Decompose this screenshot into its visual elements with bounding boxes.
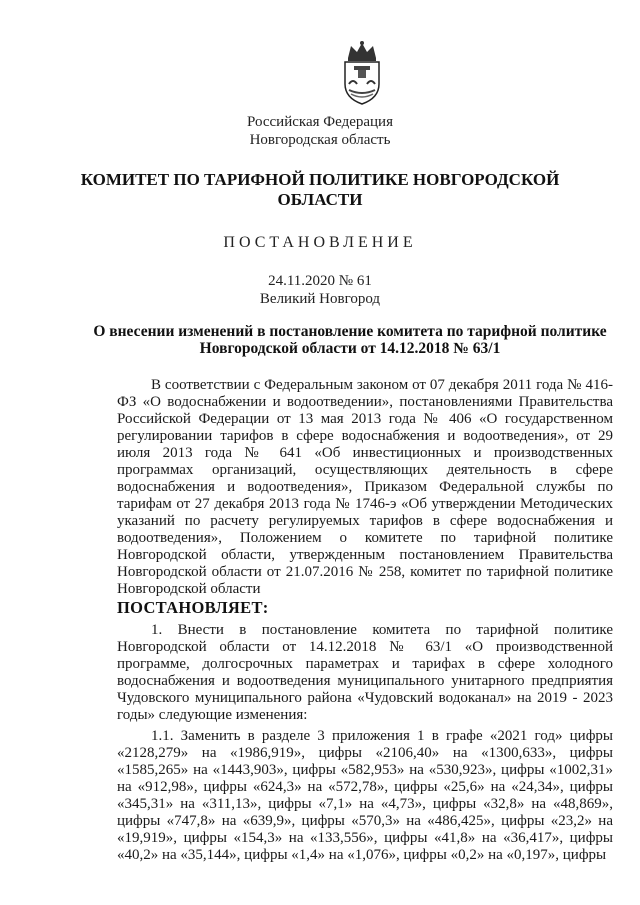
resolves-label: ПОСТАНОВЛЯЕТ: (117, 598, 269, 617)
novgorod-coat-of-arms-icon (339, 40, 385, 106)
clause-1-paragraph: 1. Внести в постановление комитета по тарифной политике Новгородской области от 14.12.2018 № 63/1 «О производственной программе, долгосрочных параметрах и тарифах в сфере холодного водоснабжения и водоотведения муниципального унитарного предприятия Чудовского муниципального района «Чудовский водоканал» на 2019 - 2023 годы» следующие изменения: (117, 622, 613, 723)
header-org (0, 113, 640, 149)
document-heading: О внесении изменений в постановление комитета по тарифной политике Новгородской области от 14.12.2018 № 63/1 (93, 323, 607, 357)
document-place: Великий Новгород (259, 291, 381, 307)
committee-title: КОМИТЕТ ПО ТАРИФНОЙ ПОЛИТИКЕ НОВГОРОДСКОЙ ОБЛАСТИ (80, 170, 560, 209)
clause-1-1-paragraph: 1.1. Заменить в разделе 3 приложения 1 в графе «2021 год» цифры «2128,279» на «1986,919», цифры «2106,40» на «1300,633», цифры «1585,265» на «1443,903», цифры «582,953» на «530,923», цифры «1002,31» на «912,98», цифры «624,3» на «572,78», цифры «25,6» на «24,34», цифры «345,31» на «311,13», цифры «7,1» на «4,73», цифры «32,8» на «48,869», цифры «747,8» на «639,9», цифры «570,3» на «486,425», цифры «23,2» на «19,919», цифры «154,3» на «133,556», цифры «41,8» на «36,417», цифры «40,2» на «35,144», цифры «1,4» на «1,076», цифры «0,2» на «0,197», цифры (117, 728, 613, 863)
document-type: ПОСТАНОВЛЕНИЕ (223, 234, 417, 251)
document-date-number: 24.11.2020 № 61 (268, 273, 372, 289)
preamble-paragraph: В соответствии с Федеральным законом от 07 декабря 2011 года № 416-ФЗ «О водоснабжении и водоотведении», постановлениями Правительства Российской Федерации от 13 мая 2013 года № 406 «О государственном регулировании тарифов в сфере водоснабжения и водоотведения», от 29 июля 2013 года № 641 «Об инвестиционных и производственных программах организаций, осуществляющих деятельность в сфере водоснабжения и водоотведения», Приказом Федеральной службы по тарифам от 27 декабря 2013 года № 1746-э «Об утверждении Методических указаний по расчету регулируемых тарифов в сфере водоснабжения и водоотведения», Положением о комитете по тарифной политике Новгородской области, утвержденным постановлением Правительства Новгородской области от 21.07.2016 № 258, комитет по тарифной политике Новгородской области (117, 377, 613, 597)
region-name: Новгородская область (249, 132, 391, 148)
date-place (0, 272, 640, 308)
country-name: Российская Федерация (247, 114, 393, 130)
